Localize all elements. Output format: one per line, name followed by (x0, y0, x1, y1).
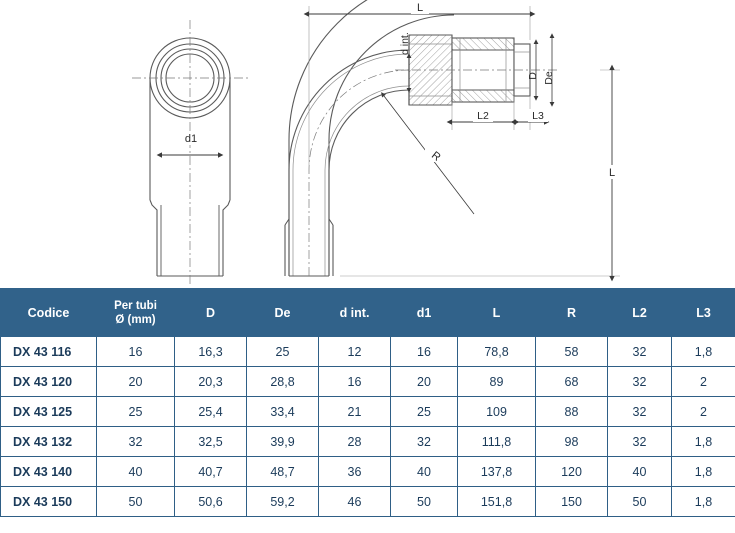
label-L2: L2 (477, 110, 489, 122)
cell-d: 16,3 (175, 337, 247, 367)
column-header-l: L (458, 289, 536, 337)
label-d1: d1 (184, 133, 198, 145)
cell-d-int: 36 (319, 457, 391, 487)
cell-de: 33,4 (247, 397, 319, 427)
table-row (1, 487, 735, 517)
cell-de: 48,7 (247, 457, 319, 487)
label-L-right: L (608, 167, 616, 179)
table-row (1, 457, 735, 487)
cell-d1: 25 (391, 397, 458, 427)
column-header-per-tubi-line1: Per tubi (114, 299, 157, 312)
cell-per-tubi: 40 (97, 457, 175, 487)
cell-d: 25,4 (175, 397, 247, 427)
dim-d-int (399, 32, 411, 88)
cell-de: 28,8 (247, 367, 319, 397)
column-header-codice: Codice (1, 289, 97, 337)
column-header-per-tubi (97, 289, 175, 337)
cell-d-int: 46 (319, 487, 391, 517)
cell-d1: 50 (391, 487, 458, 517)
cell-l: 151,8 (458, 487, 536, 517)
cell-de: 39,9 (247, 427, 319, 457)
dim-L3 (516, 96, 548, 130)
cell-codice: DX 43 150 (1, 487, 97, 517)
cell-per-tubi: 25 (97, 397, 175, 427)
cell-d: 32,5 (175, 427, 247, 457)
cell-codice: DX 43 132 (1, 427, 97, 457)
cell-l: 111,8 (458, 427, 536, 457)
cell-de: 59,2 (247, 487, 319, 517)
cell-de: 25 (247, 337, 319, 367)
table-row (1, 397, 735, 427)
cell-l2: 40 (608, 457, 672, 487)
table-row (1, 427, 735, 457)
label-d-int: d int. (399, 32, 411, 55)
cell-per-tubi: 50 (97, 487, 175, 517)
cell-l3: 2 (672, 397, 735, 427)
column-header-d: D (175, 289, 247, 337)
cell-r: 88 (536, 397, 608, 427)
cell-l3: 1,8 (672, 427, 735, 457)
cell-d1: 32 (391, 427, 458, 457)
column-header-d-int: d int. (319, 289, 391, 337)
cell-l2: 32 (608, 397, 672, 427)
cell-d: 40,7 (175, 457, 247, 487)
cell-l: 89 (458, 367, 536, 397)
cell-l2: 50 (608, 487, 672, 517)
table-row (1, 367, 735, 397)
cell-codice: DX 43 140 (1, 457, 97, 487)
table-row (1, 337, 735, 367)
column-header-r: R (536, 289, 608, 337)
cell-l: 78,8 (458, 337, 536, 367)
cell-r: 120 (536, 457, 608, 487)
cell-r: 98 (536, 427, 608, 457)
cell-d-int: 16 (319, 367, 391, 397)
spec-table-container (0, 288, 735, 517)
cell-l3: 1,8 (672, 487, 735, 517)
socket-assembly (395, 35, 560, 105)
cell-per-tubi: 20 (97, 367, 175, 397)
cell-per-tubi: 16 (97, 337, 175, 367)
spec-table (0, 288, 735, 517)
column-header-l3: L3 (672, 289, 735, 337)
cell-l3: 1,8 (672, 337, 735, 367)
cell-d-int: 12 (319, 337, 391, 367)
cell-l2: 32 (608, 427, 672, 457)
table-header-row (1, 289, 735, 337)
cell-l2: 32 (608, 367, 672, 397)
cell-l3: 2 (672, 367, 735, 397)
column-header-per-tubi-line2: Ø (mm) (115, 313, 156, 326)
column-header-l2: L2 (608, 289, 672, 337)
label-L3: L3 (532, 110, 544, 122)
dim-R (384, 96, 474, 214)
cell-codice: DX 43 125 (1, 397, 97, 427)
left-view-centerlines (132, 20, 248, 286)
label-De: De (543, 71, 555, 85)
label-R: R (429, 149, 443, 164)
cell-per-tubi: 32 (97, 427, 175, 457)
cell-d: 50,6 (175, 487, 247, 517)
cell-l3: 1,8 (672, 457, 735, 487)
cell-r: 68 (536, 367, 608, 397)
cell-d1: 20 (391, 367, 458, 397)
cell-d-int: 21 (319, 397, 391, 427)
label-D: D (527, 72, 539, 80)
label-L-top: L (416, 2, 424, 14)
column-header-d1: d1 (391, 289, 458, 337)
cell-d1: 16 (391, 337, 458, 367)
cell-l: 109 (458, 397, 536, 427)
cell-r: 150 (536, 487, 608, 517)
cell-d-int: 28 (319, 427, 391, 457)
cell-r: 58 (536, 337, 608, 367)
cell-l2: 32 (608, 337, 672, 367)
column-header-de: De (247, 289, 319, 337)
cell-codice: DX 43 120 (1, 367, 97, 397)
cell-d: 20,3 (175, 367, 247, 397)
cell-l: 137,8 (458, 457, 536, 487)
cell-codice: DX 43 116 (1, 337, 97, 367)
cell-d1: 40 (391, 457, 458, 487)
